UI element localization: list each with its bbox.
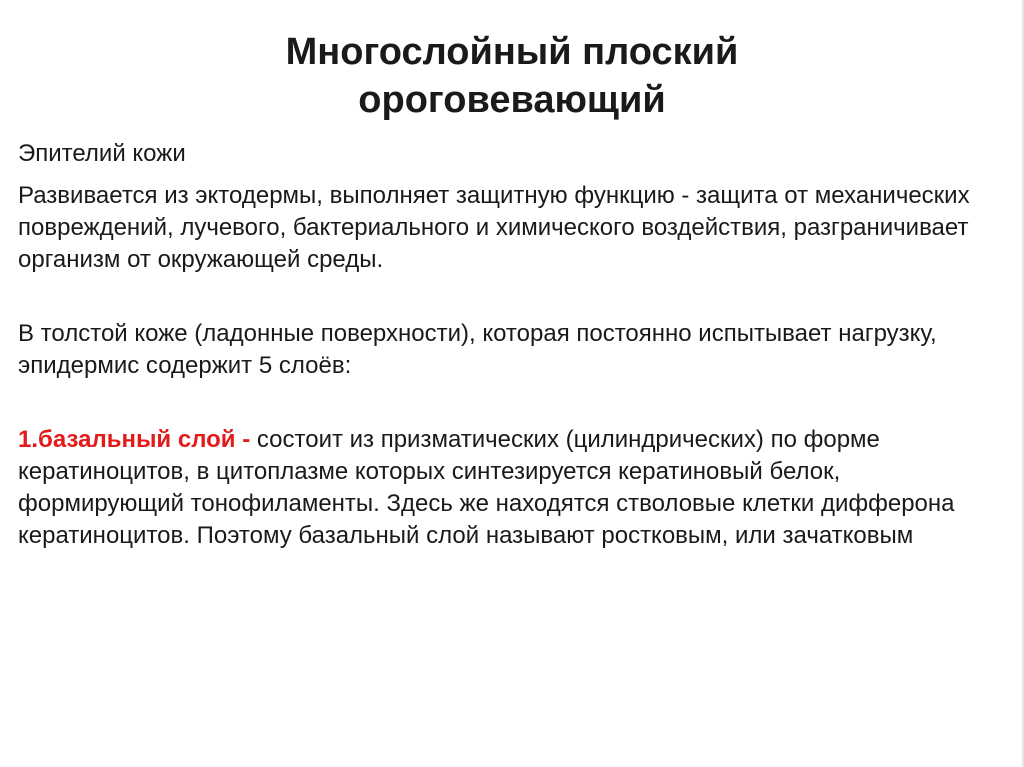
slide-title-line-1: Многослойный плоский (285, 31, 739, 73)
paragraph-basal-layer (18, 424, 1008, 552)
slide-title-line-2: ороговевающий (358, 79, 666, 121)
paragraph-develops: Развивается из эктодермы, выполняет защитную функцию - защита от механических повреждений, лучевого, бактериального и химического воздействия, разграничивает организм от окружающей среды. (18, 182, 970, 273)
basal-layer-text: состоит из призматических (цилиндрических) по форме кератиноцитов, в цитоплазме которых синтезируется кератиновый белок, формирующий тонофиламенты. Здесь же находятся стволовые клетки дифферона кератиноцитов. Поэтому базальный слой называют ростковым, или зачатковым (18, 426, 955, 549)
basal-layer-label: 1.базальный слой - (18, 426, 257, 453)
slide-body (18, 138, 1008, 552)
paragraph-thick-skin: В толстой коже (ладонные поверхности), которая постоянно испытывает нагрузку, эпидермис содержит 5 слоёв: (18, 320, 937, 379)
subtitle-epithelium: Эпителий кожи (18, 140, 186, 167)
slide-title (150, 28, 874, 124)
